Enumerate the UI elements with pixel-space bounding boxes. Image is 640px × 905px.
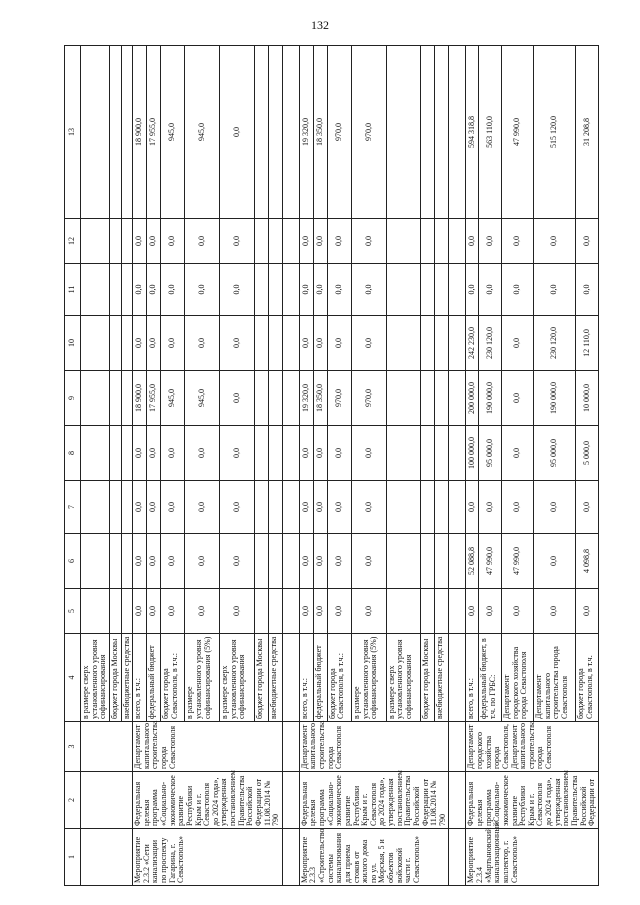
value-cell: 18 350,0 (313, 371, 327, 426)
value-cell (386, 264, 421, 316)
value-cell: 970,0 (352, 371, 387, 426)
value-cell (121, 589, 133, 634)
value-cell: 0,0 (534, 534, 576, 589)
value-cell: 0,0 (479, 264, 502, 316)
value-cell: 0,0 (352, 481, 387, 534)
value-cell (268, 426, 282, 481)
funding-source-label: внебюджетные средства (435, 634, 449, 722)
value-cell: 0,0 (352, 316, 387, 371)
value-cell: 0,0 (299, 264, 313, 316)
value-cell (386, 426, 421, 481)
column-number-13: 13 (65, 46, 81, 219)
value-cell: 242 230,0 (466, 316, 479, 371)
value-cell (109, 589, 121, 634)
value-cell: 0,0 (299, 481, 313, 534)
value-cell (254, 46, 268, 219)
continuation-empty-cell (81, 829, 133, 886)
funding-row (299, 46, 313, 886)
value-cell: 0,0 (479, 589, 502, 634)
value-cell: 594 318,8 (466, 46, 479, 219)
separator-cell (282, 722, 299, 772)
value-cell (109, 426, 121, 481)
value-cell (121, 46, 133, 219)
value-cell: 0,0 (313, 219, 327, 264)
value-cell: 190 000,0 (534, 371, 576, 426)
value-cell: 18 900,0 (133, 371, 147, 426)
value-cell: 0,0 (185, 219, 220, 264)
value-cell (435, 589, 449, 634)
value-cell: 0,0 (313, 481, 327, 534)
column-number-9: 9 (65, 371, 81, 426)
separator-cell (282, 589, 299, 634)
value-cell: 0,0 (313, 264, 327, 316)
value-cell: 0,0 (299, 316, 313, 371)
value-cell (81, 219, 110, 264)
value-cell (386, 589, 421, 634)
funding-source-label: всего, в т.ч.: (299, 634, 313, 722)
separator-cell (449, 219, 466, 264)
value-cell: 52 088,8 (466, 534, 479, 589)
value-cell (121, 264, 133, 316)
funding-source-label: федеральный бюджет (313, 634, 327, 722)
value-cell: 47 990,0 (501, 534, 533, 589)
value-cell: 0,0 (147, 589, 161, 634)
value-cell: 18 350,0 (313, 46, 327, 219)
value-cell: 0,0 (220, 426, 255, 481)
funding-source-label: всего, в т.ч.: (133, 634, 147, 722)
separator-cell (282, 426, 299, 481)
program-name: Федеральная целевая программа «Социально-экономическое развитие Республики Крым и г. Севастополя до 2024 года», утвержденная постановлением Правительства Российской Федерации от (466, 772, 598, 829)
value-cell: 0,0 (220, 481, 255, 534)
funding-source-label: бюджет города Севастополя, в т.ч.: (161, 634, 185, 722)
value-cell (121, 219, 133, 264)
value-cell: 0,0 (133, 426, 147, 481)
value-cell (254, 481, 268, 534)
value-cell: 970,0 (327, 371, 351, 426)
column-number-5: 5 (65, 589, 81, 634)
value-cell: 19 320,0 (299, 46, 313, 219)
value-cell: 0,0 (161, 534, 185, 589)
table-body (81, 46, 599, 886)
continuation-row (81, 46, 110, 886)
continuation-empty-cell (81, 722, 133, 772)
rotated-page-area (64, 46, 597, 886)
value-cell: 0,0 (534, 219, 576, 264)
value-cell: 0,0 (352, 264, 387, 316)
column-number-1: 1 (65, 829, 81, 886)
value-cell (268, 534, 282, 589)
value-cell: 95 000,0 (479, 426, 502, 481)
value-cell: 0,0 (327, 316, 351, 371)
value-cell (386, 316, 421, 371)
value-cell (81, 534, 110, 589)
value-cell: 0,0 (313, 534, 327, 589)
value-cell: 0,0 (534, 481, 576, 534)
value-cell (81, 371, 110, 426)
value-cell (268, 219, 282, 264)
value-cell (109, 316, 121, 371)
value-cell: 0,0 (220, 589, 255, 634)
value-cell (254, 316, 268, 371)
value-cell (109, 264, 121, 316)
column-number-8: 8 (65, 426, 81, 481)
value-cell: 0,0 (327, 219, 351, 264)
value-cell: 0,0 (133, 481, 147, 534)
value-cell (435, 371, 449, 426)
funding-source-label: в размере сверх установленного уровня софинансирования (386, 634, 421, 722)
value-cell: 0,0 (133, 219, 147, 264)
separator-cell (449, 534, 466, 589)
column-number-12: 12 (65, 219, 81, 264)
value-cell: 563 110,0 (479, 46, 502, 219)
value-cell (121, 534, 133, 589)
funding-source-label: федеральный бюджет (147, 634, 161, 722)
value-cell (435, 426, 449, 481)
separator-cell (282, 46, 299, 219)
value-cell (421, 534, 435, 589)
value-cell: 945,0 (185, 46, 220, 219)
value-cell: 100 000,0 (466, 426, 479, 481)
funding-source-label: в размере установленного уровня софинансирования (5%) (185, 634, 220, 722)
value-cell (435, 316, 449, 371)
value-cell: 5 000,0 (576, 426, 599, 481)
budget-table-sheet (64, 46, 597, 886)
separator-cell (282, 371, 299, 426)
value-cell (435, 46, 449, 219)
value-cell: 0,0 (147, 316, 161, 371)
value-cell (421, 219, 435, 264)
funding-source-label: внебюджетные средства (268, 634, 282, 722)
value-cell: 0,0 (185, 481, 220, 534)
value-cell: 0,0 (147, 534, 161, 589)
executor-name: Департамент городского хозяйства города Севастополя, Департамент капитального строительства города Севастополя (466, 722, 598, 772)
funding-source-label: всего, в т.ч.: (466, 634, 479, 722)
value-cell: 0,0 (147, 264, 161, 316)
value-cell: 47 990,0 (501, 46, 533, 219)
value-cell (435, 534, 449, 589)
continuation-empty-cell (81, 772, 133, 829)
value-cell (435, 219, 449, 264)
value-cell: 0,0 (576, 264, 599, 316)
value-cell: 0,0 (133, 264, 147, 316)
value-cell (109, 219, 121, 264)
value-cell: 47 990,0 (479, 534, 502, 589)
value-cell: 0,0 (147, 481, 161, 534)
value-cell: 0,0 (534, 264, 576, 316)
separator-cell (282, 534, 299, 589)
value-cell: 0,0 (220, 46, 255, 219)
value-cell: 0,0 (299, 534, 313, 589)
separator-cell (282, 219, 299, 264)
separator-cell (282, 481, 299, 534)
value-cell: 0,0 (501, 264, 533, 316)
value-cell: 0,0 (313, 426, 327, 481)
value-cell (254, 264, 268, 316)
value-cell: 0,0 (299, 219, 313, 264)
value-cell (268, 589, 282, 634)
value-cell: 0,0 (501, 481, 533, 534)
value-cell: 0,0 (501, 371, 533, 426)
value-cell (254, 534, 268, 589)
value-cell: 4 098,8 (576, 534, 599, 589)
value-cell: 0,0 (352, 589, 387, 634)
separator-cell (449, 634, 466, 722)
value-cell: 17 955,0 (147, 371, 161, 426)
page-number: 132 (311, 18, 329, 32)
value-cell: 230 120,0 (534, 316, 576, 371)
measure-name: Мероприятие 2.3.2 «Сети канализации по проспекту Гагарина, г. Севастополь» (133, 829, 283, 886)
value-cell: 0,0 (299, 589, 313, 634)
value-cell: 0,0 (185, 589, 220, 634)
value-cell: 95 000,0 (534, 426, 576, 481)
program-name: Федеральная целевая программа «Социально-экономическое развитие Республики Крым и г. Севастополя до 2024 года», утвержденная постановлением Правительства Российской Федерации от 11.08.2014 № 790 (133, 772, 283, 829)
value-cell (421, 426, 435, 481)
value-cell: 945,0 (161, 46, 185, 219)
value-cell: 945,0 (185, 371, 220, 426)
value-cell: 0,0 (352, 426, 387, 481)
separator-cell (282, 829, 299, 886)
value-cell (81, 481, 110, 534)
funding-source-label: федеральный бюджет, в т.ч. по ГРБС: (479, 634, 502, 722)
value-cell: 0,0 (133, 316, 147, 371)
value-cell (435, 481, 449, 534)
value-cell: 0,0 (576, 589, 599, 634)
value-cell: 10 000,0 (576, 371, 599, 426)
column-number-11: 11 (65, 264, 81, 316)
executor-name: Департамент капитального строительства города Севастополя (299, 722, 449, 772)
value-cell: 970,0 (352, 46, 387, 219)
separator-cell (449, 316, 466, 371)
value-cell: 0,0 (147, 426, 161, 481)
value-cell: 0,0 (220, 316, 255, 371)
value-cell: 0,0 (327, 534, 351, 589)
separator-cell (449, 829, 466, 886)
value-cell (386, 219, 421, 264)
funding-source-label: бюджет города Москвы (421, 634, 435, 722)
funding-row (133, 46, 147, 886)
value-cell: 17 955,0 (147, 46, 161, 219)
executor-name: Департамент капитального строительства города Севастополя (133, 722, 283, 772)
separator-cell (282, 634, 299, 722)
value-cell (81, 426, 110, 481)
value-cell (81, 264, 110, 316)
value-cell (386, 534, 421, 589)
value-cell: 0,0 (220, 371, 255, 426)
value-cell (121, 426, 133, 481)
separator-cell (282, 316, 299, 371)
funding-source-label: Департамент городского хозяйства города Севастополя (501, 634, 533, 722)
column-number-6: 6 (65, 534, 81, 589)
column-number-2: 2 (65, 772, 81, 829)
value-cell: 0,0 (133, 534, 147, 589)
value-cell (109, 481, 121, 534)
funding-source-label: бюджет города Москвы (109, 634, 121, 722)
column-number-4: 4 (65, 634, 81, 722)
value-cell (109, 46, 121, 219)
value-cell: 200 000,0 (466, 371, 479, 426)
column-number-10: 10 (65, 316, 81, 371)
value-cell: 0,0 (313, 316, 327, 371)
value-cell (254, 426, 268, 481)
program-name: Федеральная целевая программа «Социально-экономическое развитие Республики Крым и г. Севастополя до 2024 года», утвержденная постановлением Правительства Российской Федерации от 11.08.2014 № 790 (299, 772, 449, 829)
value-cell (435, 264, 449, 316)
separator-cell (449, 722, 466, 772)
value-cell: 0,0 (327, 481, 351, 534)
value-cell: 0,0 (161, 426, 185, 481)
separator-cell (449, 589, 466, 634)
value-cell: 0,0 (501, 589, 533, 634)
value-cell: 945,0 (161, 371, 185, 426)
block-separator-row (282, 46, 299, 886)
value-cell (268, 371, 282, 426)
value-cell (121, 371, 133, 426)
value-cell (421, 589, 435, 634)
value-cell: 0,0 (185, 426, 220, 481)
separator-cell (449, 426, 466, 481)
value-cell: 0,0 (147, 219, 161, 264)
value-cell (268, 316, 282, 371)
separator-cell (282, 264, 299, 316)
separator-cell (449, 264, 466, 316)
value-cell: 0,0 (161, 316, 185, 371)
separator-cell (449, 481, 466, 534)
value-cell (421, 371, 435, 426)
value-cell (254, 589, 268, 634)
value-cell (254, 371, 268, 426)
column-number-row (65, 46, 81, 886)
funding-source-label: в размере сверх установленного уровня софинансирования (220, 634, 255, 722)
column-number-3: 3 (65, 722, 81, 772)
value-cell: 0,0 (220, 219, 255, 264)
value-cell: 0,0 (161, 589, 185, 634)
value-cell: 0,0 (220, 264, 255, 316)
funding-source-label: внебюджетные средства (121, 634, 133, 722)
funding-source-label: бюджет города Севастополя, в т.ч.: (327, 634, 351, 722)
column-number-7: 7 (65, 481, 81, 534)
value-cell: 0,0 (352, 219, 387, 264)
funding-row (466, 46, 479, 886)
value-cell (254, 219, 268, 264)
value-cell: 0,0 (466, 219, 479, 264)
value-cell: 0,0 (220, 534, 255, 589)
value-cell (268, 481, 282, 534)
value-cell (121, 481, 133, 534)
value-cell (386, 481, 421, 534)
value-cell: 0,0 (576, 219, 599, 264)
measure-name: Мероприятие 2.3.3 «Строительство системы канализования для приема стоков от жилого дома по ул. Морская, 5 и объектов войсковой части г. Севастополь» (299, 829, 449, 886)
funding-source-label: в размере установленного уровня софинансирования (5%) (352, 634, 387, 722)
value-cell (421, 264, 435, 316)
value-cell: 0,0 (501, 426, 533, 481)
value-cell: 515 120,0 (534, 46, 576, 219)
value-cell (109, 371, 121, 426)
funding-source-label: бюджет города Севастополя, в т.ч. (576, 634, 599, 722)
value-cell: 0,0 (479, 219, 502, 264)
value-cell: 0,0 (466, 264, 479, 316)
value-cell: 18 900,0 (133, 46, 147, 219)
value-cell (81, 316, 110, 371)
value-cell: 19 320,0 (299, 371, 313, 426)
value-cell: 0,0 (161, 264, 185, 316)
value-cell: 0,0 (576, 481, 599, 534)
value-cell: 0,0 (466, 589, 479, 634)
value-cell: 0,0 (161, 481, 185, 534)
value-cell: 0,0 (327, 426, 351, 481)
value-cell (421, 46, 435, 219)
funding-source-label: в размере сверх установленного уровня софинансирования (81, 634, 110, 722)
value-cell: 0,0 (185, 264, 220, 316)
separator-cell (449, 46, 466, 219)
value-cell (81, 46, 110, 219)
value-cell: 0,0 (185, 534, 220, 589)
value-cell: 0,0 (501, 219, 533, 264)
funding-source-label: Департамент капитального строительства города Севастополя (534, 634, 576, 722)
value-cell (421, 481, 435, 534)
funding-source-label: бюджет города Москвы (254, 634, 268, 722)
value-cell: 0,0 (501, 316, 533, 371)
value-cell (421, 316, 435, 371)
value-cell (268, 264, 282, 316)
value-cell: 12 110,0 (576, 316, 599, 371)
value-cell: 0,0 (327, 589, 351, 634)
separator-cell (282, 772, 299, 829)
value-cell (386, 371, 421, 426)
block-separator-row (449, 46, 466, 886)
value-cell: 0,0 (534, 589, 576, 634)
value-cell: 230 120,0 (479, 316, 502, 371)
value-cell: 0,0 (313, 589, 327, 634)
value-cell: 0,0 (466, 481, 479, 534)
value-cell: 0,0 (299, 426, 313, 481)
value-cell: 0,0 (327, 264, 351, 316)
value-cell: 0,0 (479, 481, 502, 534)
measure-name: Мероприятие 2.3.4 «Мартыновский канализационный коллектор, г. Севастополь» (466, 829, 598, 886)
value-cell (109, 534, 121, 589)
value-cell: 0,0 (185, 316, 220, 371)
value-cell (268, 46, 282, 219)
separator-cell (449, 772, 466, 829)
value-cell: 31 208,8 (576, 46, 599, 219)
value-cell (121, 316, 133, 371)
value-cell: 0,0 (352, 534, 387, 589)
separator-cell (449, 371, 466, 426)
budget-table (64, 45, 599, 886)
value-cell: 970,0 (327, 46, 351, 219)
value-cell: 0,0 (133, 589, 147, 634)
value-cell: 190 000,0 (479, 371, 502, 426)
value-cell (81, 589, 110, 634)
value-cell (386, 46, 421, 219)
value-cell: 0,0 (161, 219, 185, 264)
